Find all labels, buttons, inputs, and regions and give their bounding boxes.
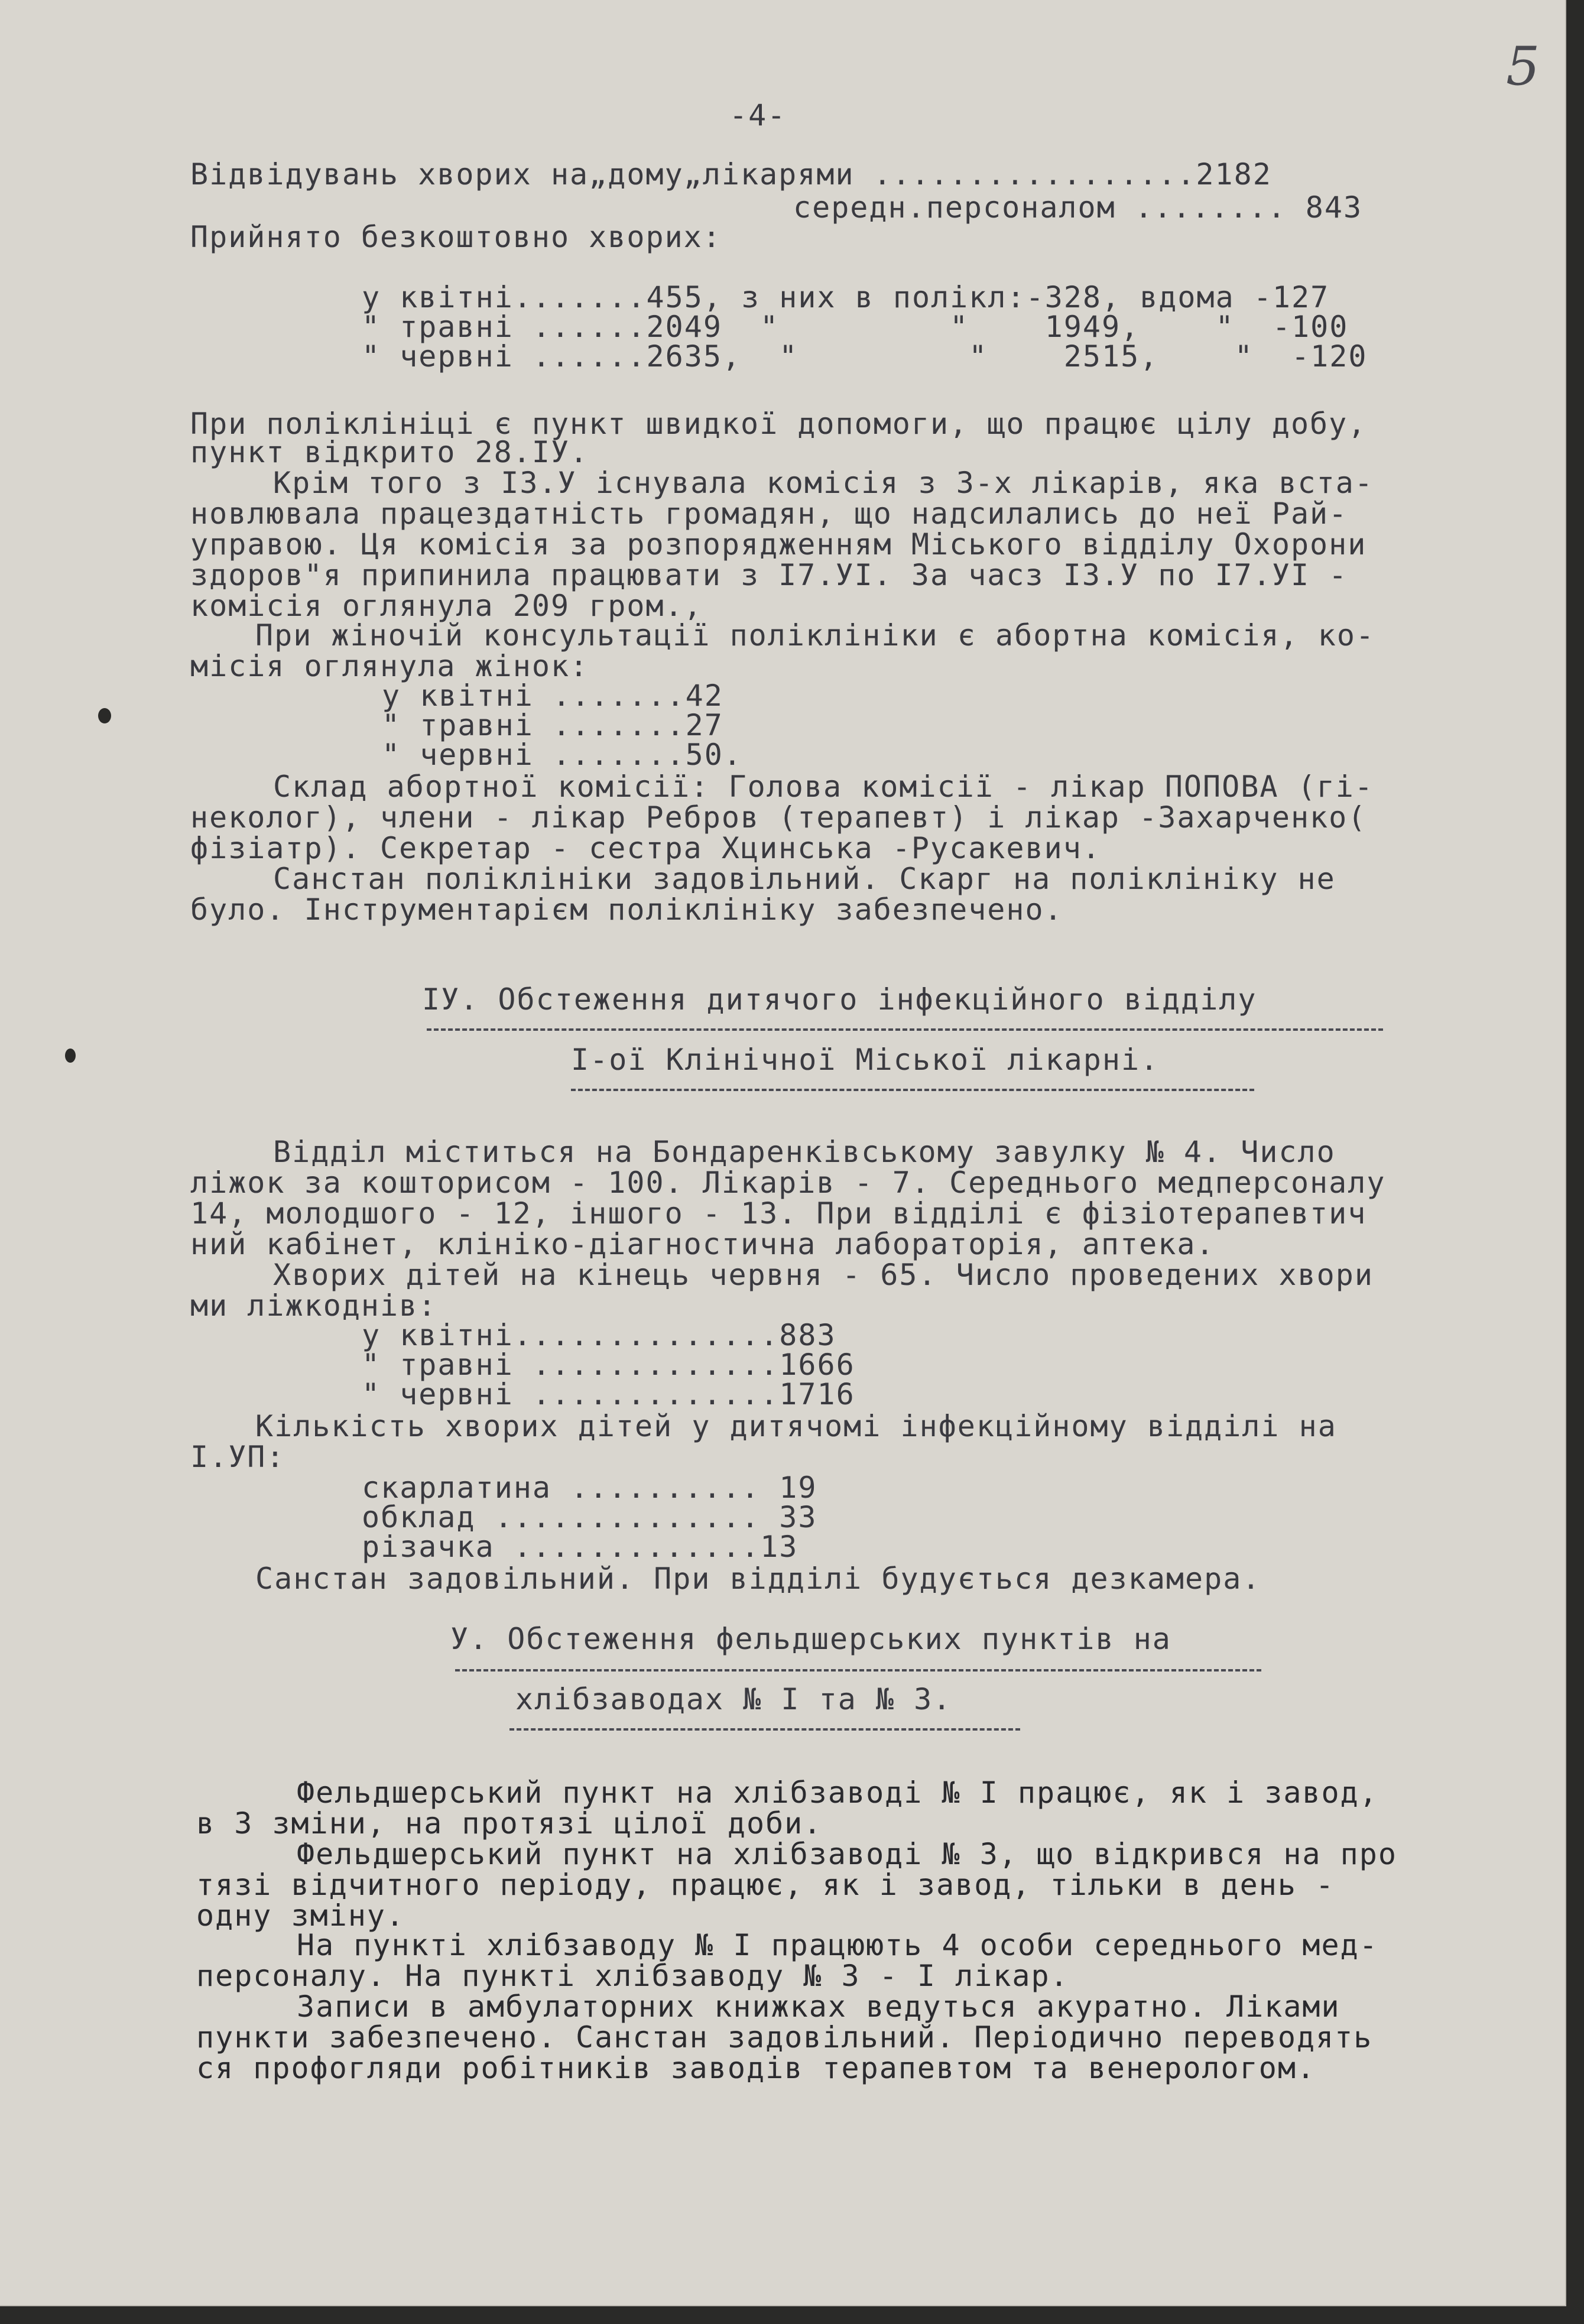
text-line: Санстан задовільний. При відділі будується дезкамера. xyxy=(255,1562,1261,1596)
heading-underline xyxy=(427,1028,1383,1031)
heading-underline xyxy=(455,1669,1261,1671)
section-heading: хлібзаводах № I та № 3. xyxy=(515,1682,952,1716)
text-line: Крім того з I3.У існувала комісія з 3-х лікарів, яка вста- xyxy=(273,466,1374,500)
text-line: неколог), члени - лікар Ребров (терапевт) і лікар -Захарченко( xyxy=(190,800,1367,835)
text-line: було. Інструментарієм поліклініку забезпечено. xyxy=(190,892,1063,927)
archive-page-number: 5 xyxy=(1506,35,1540,98)
text-line: управою. Ця комісія за розпорядженням Міського відділу Охорони xyxy=(190,527,1367,561)
text-line: персоналу. На пункті хлібзаводу № 3 - I лікар. xyxy=(196,1959,1069,1993)
stats-row: у квітні..............883 xyxy=(362,1318,836,1352)
text-line: При жіночій консультації поліклініки є абортна комісія, ко- xyxy=(255,618,1375,653)
section-heading: I-ої Клінічної Міської лікарні. xyxy=(571,1043,1160,1077)
stats-row: обклад .............. 33 xyxy=(362,1500,817,1534)
stats-row: " травні .............1666 xyxy=(362,1348,855,1382)
stats-row: скарлатина .......... 19 xyxy=(362,1471,817,1505)
text-line: тязі відчитного періоду, працює, як і завод, тільки в день - xyxy=(196,1868,1335,1902)
text-line: середн.персоналом ........ 843 xyxy=(793,190,1363,225)
text-line: I.УП: xyxy=(190,1440,285,1474)
text-line: одну зміну. xyxy=(196,1898,405,1933)
section-heading: У. Обстеження фельдшерських пунктів на xyxy=(450,1622,1171,1656)
heading-underline xyxy=(571,1089,1254,1091)
text-line: фізіатр). Секретар - сестра Хцинська -Русакевич. xyxy=(190,831,1101,865)
text-line: пункти забезпечено. Санстан задовільний. Періодично переводять xyxy=(196,2020,1373,2054)
text-line: Відвідувань хворих на„дому„лікарями .................2182 xyxy=(190,157,1272,191)
punch-hole xyxy=(98,708,111,723)
text-line: Прийнято безкоштовно хворих: xyxy=(190,220,722,254)
text-line: При поліклініці є пункт швидкої допомоги, що працює цілу добу, xyxy=(190,407,1367,441)
text-line: місія оглянула жінок: xyxy=(190,649,589,683)
text-line: На пункті хлібзаводу № I працюють 4 особи середнього мед- xyxy=(297,1928,1378,1962)
text-line: Фельдшерський пункт на хлібзаводі № I працює, як і завод, xyxy=(297,1776,1378,1810)
text-line: новлювала працездатність громадян, що надсилались до неї Рай- xyxy=(190,496,1348,531)
stats-row: " травні ......2049 " " 1949, " -100 xyxy=(362,310,1349,344)
text-line: комісія оглянула 209 гром., xyxy=(190,589,703,623)
stats-row: " червні ......2635, " " 2515, " -120 xyxy=(362,339,1368,374)
text-line: ся профогляди робітників заводів терапевтом та венерологом. xyxy=(196,2051,1316,2085)
section-heading: IУ. Обстеження дитячого інфекційного відділу xyxy=(422,982,1257,1017)
text-line: Кількість хворих дітей у дитячомі інфекційному відділі на xyxy=(255,1409,1337,1443)
heading-underline xyxy=(509,1728,1020,1731)
text-line: в 3 зміни, на протязі цілої доби. xyxy=(196,1806,823,1841)
text-line: здоров"я припинила працювати з I7.УI. За часз I3.У по I7.УI - xyxy=(190,558,1348,592)
stats-row: " травні .......27 xyxy=(382,708,723,742)
punch-hole xyxy=(65,1049,76,1063)
stats-row: у квітні .......42 xyxy=(382,679,723,713)
text-line: ліжок за кошторисом - 100. Лікарів - 7. Середнього медперсоналу xyxy=(190,1166,1386,1200)
text-line: Хворих дітей на кінець червня - 65. Число проведених хвори xyxy=(273,1258,1374,1292)
text-line: Санстан поліклініки задовільний. Скарг на поліклініку не xyxy=(273,862,1336,896)
text-line: Фельдшерський пункт на хлібзаводі № 3, що відкрився на про xyxy=(297,1837,1397,1871)
stats-row: " червні .......50. xyxy=(382,738,742,772)
page-number: -4- xyxy=(729,98,787,132)
text-line: Записи в амбулаторних книжках ведуться акуратно. Ліками xyxy=(297,1989,1340,2024)
text-line: Склад абортної комісії: Голова комісії - лікар ПОПОВА (гі- xyxy=(273,770,1374,804)
stats-row: " червні .............1716 xyxy=(362,1377,855,1411)
text-line: ми ліжкоднів: xyxy=(190,1288,437,1323)
text-line: пункт відкрито 28.IУ. xyxy=(190,435,589,469)
stats-row: різачка .............13 xyxy=(362,1530,799,1564)
text-line: Відділ міститься на Бондаренківському завулку № 4. Число xyxy=(273,1135,1336,1169)
text-line: 14, молодшого - 12, іншого - 13. При відділі є фізіотерапевтич xyxy=(190,1196,1367,1231)
stats-row: у квітні.......455, з них в полікл:-328, вдома -127 xyxy=(362,280,1330,314)
text-line: ний кабінет, клініко-діагностична лабораторія, аптека. xyxy=(190,1227,1215,1261)
